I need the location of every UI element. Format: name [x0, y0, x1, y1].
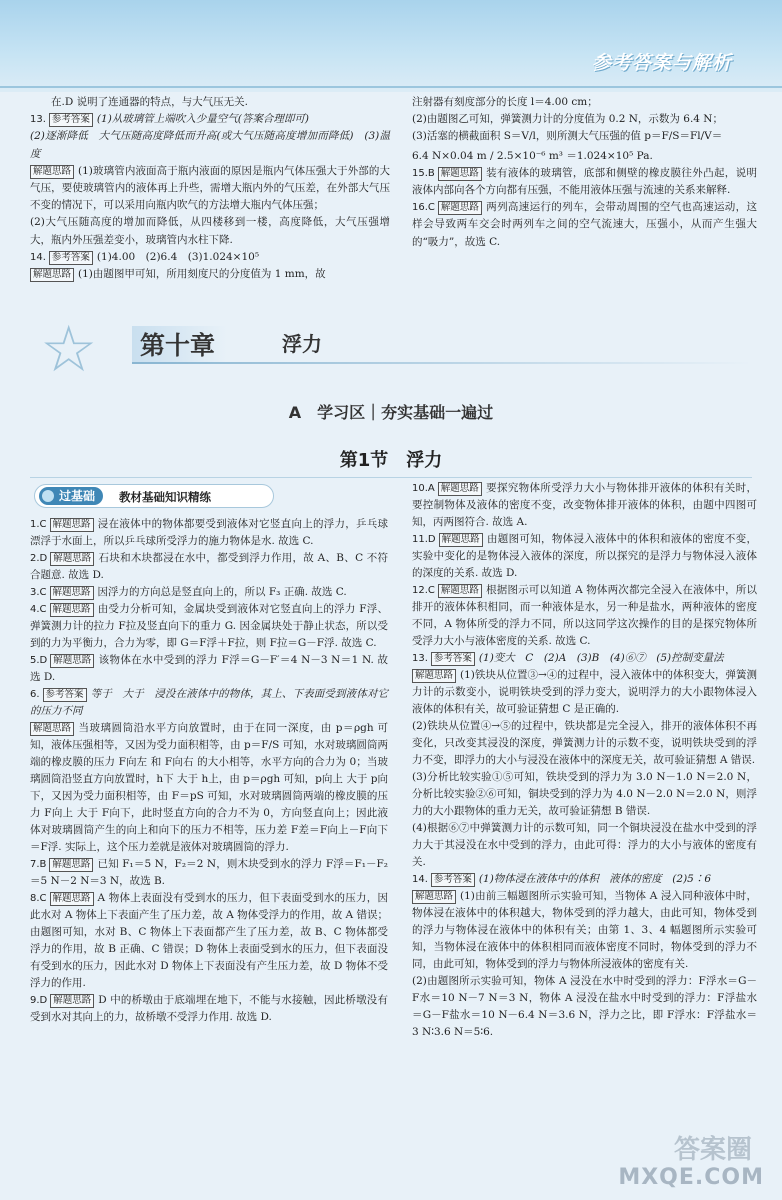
item-text: 因浮力的方向总是竖直向上的，所以 F₃ 正确. 故选 C. [97, 586, 347, 598]
answer-tag: 参考答案 [43, 688, 87, 702]
lower-right-column [412, 480, 757, 1041]
basics-badge [39, 487, 103, 505]
thinking-tag: 解题思路 [50, 994, 94, 1008]
item-number: 14. [412, 874, 428, 885]
item-text: D 中的桥墩由于底端埋在地下，不能与水接触，因此桥墩没有受到水对其向上的力，故桥墩不受浮力作用. 故选 D. [30, 994, 388, 1023]
item-13-part-3: (3)分析比较实验①⑤可知，铁块受到的浮力为 3.0 N－1.0 N＝2.0 N，分析比较实验②⑥可知，铜块受到的浮力为 4.0 N－2.0 N＝2.0 N，则浮力的大小跟物体的重力无关，故可验证猜想 B 错误. [412, 771, 757, 817]
item-9 [30, 992, 388, 1026]
item-number: 3.C [30, 587, 47, 598]
item-text: (1)由前三幅题图所示实验可知，当物体 A 浸入同种液体中时，物体浸在液体中的体积越大，物体受到的浮力越大，由此可知，物体受到的浮力与物体浸在液体中的体积有关；由第 1、3、4 幅题图所示实验可知，当物体浸在液体中的体积相同而液体密度不同时，物体受到的浮力不同，由此可知，物体受到的浮力与物体所浸液体的密度有关. [412, 890, 757, 970]
item-number: 6. [30, 689, 40, 700]
item-number: 12.C [412, 585, 435, 596]
answer-14 [30, 249, 390, 266]
answer-13 [30, 111, 390, 128]
thinking-tag: 解题思路 [50, 586, 94, 600]
item-14-part-1 [412, 888, 757, 973]
item-number: 4.C [30, 604, 47, 615]
watermark-url: MXQE.COM [618, 1165, 764, 1190]
answer-text: (1)4.00 (2)6.4 (3)1.024×10⁵ [96, 250, 260, 263]
formula-result: 6.4 N×0.04 m / 2.5×10⁻⁶ m³ ＝1.024×10⁵ Pa. [412, 149, 653, 162]
item-11 [412, 531, 757, 582]
item-text: 由题图可知，物体浸入液体中的体积和液体的密度不变，实验中变化的是物体浸入液体的深度，所以探究的是浮力与物体浸入液体的深度的关系. 故选 D. [412, 533, 757, 579]
item-7 [30, 856, 388, 890]
item-number: 11.D [412, 534, 436, 545]
thinking-tag: 解题思路 [439, 533, 483, 547]
item-13-part-1 [412, 667, 757, 718]
answer-tag: 参考答案 [431, 873, 475, 887]
section-title: 第1节 浮力 [339, 450, 443, 471]
item-text: (1)铁块从位置③→④的过程中，浸入液体中的体积变大，弹簧测力计的示数变小，说明铁块受到的浮力变大，说明浮力的大小跟物体浸入液体的体积有关，故可验证猜想 C 是正确的. [412, 669, 757, 715]
item-5 [30, 652, 388, 686]
chapter-number: 第十章 [132, 326, 227, 364]
item-13-answer [412, 650, 757, 667]
thinking-tag: 解题思路 [412, 890, 456, 904]
answer-tag: 参考答案 [49, 113, 93, 127]
thinking-tag: 解题思路 [49, 858, 93, 872]
watermark-logo: 答案圈 [673, 1135, 752, 1165]
answer-text: 等于 大于 浸没在液体中的物体，其上、下表面受到液体对它的压力不同 [30, 688, 388, 717]
item-1 [30, 516, 388, 550]
item-number: 5.D [30, 655, 48, 666]
thinking-tag: 解题思路 [50, 603, 94, 617]
item-number: 8.C [30, 893, 47, 904]
item-number: 14. [30, 251, 46, 263]
upper-left-column [30, 94, 390, 283]
item-number: 7.B [30, 859, 47, 870]
item-number: 2.D [30, 553, 48, 564]
thinking-tag: 解题思路 [30, 722, 74, 736]
thinking-tag: 解题思路 [50, 552, 94, 566]
item-6-explanation [30, 720, 388, 856]
formula-line [412, 128, 757, 145]
text-line: 注射器有刻度部分的长度 l＝4.00 cm； [412, 96, 598, 108]
header-banner [0, 0, 782, 92]
explanation-text: (1)玻璃管内液面高于瓶内液面的原因是瓶内气体压强大于外部的大气压，要使玻璃管内的液体再上升些，需增大瓶内外的气压差，在外部大气压不变的情况下，可以采用向瓶内吹气的方法增大瓶内气体压强； [30, 164, 390, 212]
item-text: 该物体在水中受到的浮力 F浮＝G－F′＝4 N－3 N＝1 N. 故选 D. [30, 654, 388, 683]
answer-text: (1)变大 C (2)A (3)B (4)⑥⑦ (5)控制变量法 [478, 652, 724, 664]
header-title: 参考答案与解析 [591, 52, 732, 74]
upper-right-column [412, 94, 757, 251]
item-text: 已知 F₁＝5 N，F₂＝2 N，则木块受到水的浮力 F浮＝F₁－F₂＝5 N－2 N＝3 N，故选 B. [30, 858, 388, 887]
chapter-name: 浮力 [282, 332, 322, 356]
answer-tag: 参考答案 [431, 652, 475, 666]
answer-text: (1)从玻璃管上端吹入少量空气(答案合理即可) [96, 113, 309, 126]
item-14-answer [412, 871, 757, 888]
thinking-tag: 解题思路 [438, 584, 482, 598]
item-8 [30, 890, 388, 992]
answer-text: (1)物体浸在液体中的体积 液体的密度 (2)5∶6 [478, 873, 712, 885]
item-number: 1.C [30, 519, 47, 530]
item-text: 当玻璃圆筒沿水平方向放置时，由于在同一深度，由 p＝ρgh 可知，液体压强相等，又因为受力面积相等，由 p＝F/S 可知，水对玻璃圆筒两端的橡皮膜的压力 F向左 和 F向右 的大小相等，水平方向的合力为 0；当玻璃圆筒沿竖直方向放置时，h下 大于 h上，由 p＝ρgh 可知，p向上 大于 p向下，又因为受力面积相等，由 F＝pS 可知，水对玻璃圆筒两端的橡皮膜的压力 F向上 大于 F向下，此时竖直方向的合力不为 0，方向竖直向上；因此液体对玻璃圆筒产生的向上和向下的压力不相等，压力差 F差＝F向上－F向下＝F浮. 实际上，这个压力差就是液体对玻璃圆筒的浮力. [30, 722, 388, 853]
thinking-tag: 解题思路 [50, 518, 94, 532]
chapter-heading [40, 313, 740, 387]
lower-left-column [30, 516, 388, 1026]
thinking-tag: 解题思路 [50, 654, 94, 668]
text-fragment: (3)活塞的横截面积 [412, 130, 501, 143]
answer-text: (2)逐渐降低 大气压随高度降低而升高(或大气压随高度增加而降低) (3)温度 [30, 130, 390, 160]
explanation-text: 两列高速运行的列车，会带动周围的空气也高速运动，这样会导致两车交会时两列车之间的空气流速大，压强小，从而产生强大的“吸力”，故选 C. [412, 201, 757, 248]
item-13-part-4: (4)根据⑥⑦中弹簧测力计的示数可知，同一个铜块浸没在盐水中受到的浮力大于其浸没在水中受到的浮力，由此可得：浮力的大小与液体的密度有关. [412, 822, 757, 868]
thinking-tag: 解题思路 [412, 669, 456, 683]
item-text: 石块和木块都浸在水中，都受到浮力作用，故 A、B、C 不符合题意. 故选 D. [30, 552, 388, 581]
badge-label: 过基础 [59, 489, 96, 503]
item-number: 13. [412, 653, 428, 664]
text-fragment: ，则所测大气压强的值 [535, 130, 641, 143]
answer-16 [412, 199, 757, 251]
item-number: 9.D [30, 995, 48, 1006]
item-text: A 物体上表面没有受到水的压力，但下表面受到水的压力，因此水对 A 物体上下表面产生了压力差，故 A 物体受浮力的作用，故 A 错误；由题图可知，水对 B、C 物体上下表面都产生了压力差，故 B、C 物体都受浮力的作用，故 B 正确、C 错误；D 物体上表面受到水的压力，但下表面没有受到水的压力，因此水对 D 物体上下表面没有产生压力差，故 D 物体不受浮力的作用. [30, 892, 388, 989]
item-text: 要探究物体所受浮力大小与物体排开液体的体积有关时，要控制物体及液体的密度不变，改变物体排开液体的体积，由题中四图可知，丙两图符合. 故选 A. [412, 482, 757, 528]
item-13-part-2: (2)铁块从位置④→⑤的过程中，铁块都是完全浸入，排开的液体体积不再变化，只改变其浸没的深度，弹簧测力计的示数不变，说明铁块受到的浮力不变，即浮力的大小与浸没在液体中的深度无关，故可验证猜想 A 错误. [412, 720, 757, 766]
thinking-tag: 解题思路 [438, 201, 482, 215]
item-2 [30, 550, 388, 584]
item-6-answer [30, 686, 388, 720]
item-text: 由受力分析可知，金属块受到液体对它竖直向上的浮力 F浮、弹簧测力计的拉力 F拉及竖直向下的重力 G. 因金属块处于静止状态，所以受到的力为平衡力，合力为零，即 G＝F浮＋F拉，则 F拉＝G－F浮. 故选 C. [30, 603, 388, 649]
header-rule [0, 86, 782, 88]
text-line: (2)由题图乙可知，弹簧测力计的分度值为 0.2 N，示数为 6.4 N； [412, 113, 723, 126]
item-number: 16.C [412, 202, 435, 214]
thinking-tag: 解题思路 [30, 165, 74, 179]
explanation-text: 装有液体的玻璃管，底部和侧壁的橡皮膜往外凸起，说明液体内部向各个方向都有压强，不能用液体压强与流速的关系来解释. [412, 166, 757, 197]
item-text: 浸在液体中的物体都要受到液体对它竖直向上的浮力，乒乓球漂浮于水面上，所以乒乓球所受浮力的施力物体是水. 故选 C. [30, 518, 388, 547]
badge-dot-icon [42, 490, 54, 502]
item-4 [30, 601, 388, 652]
thinking-tag: 解题思路 [50, 892, 94, 906]
basics-pill [34, 484, 274, 508]
star-icon: ☆ [40, 313, 98, 387]
item-number: 10.A [412, 483, 435, 494]
answer-15 [412, 165, 757, 199]
thinking-tag: 解题思路 [438, 167, 482, 181]
explanation-text: (2)大气压随高度的增加而降低，从四楼移到一楼，高度降低，大气压强增大，瓶内外压强差变小，玻璃管内水柱下降. [30, 216, 390, 246]
explanation-text: (1)由题图甲可知，所用刻度尺的分度值为 1 mm，故 [78, 268, 326, 281]
formula-s: S＝V/l [503, 130, 536, 143]
item-14-part-2: (2)由题图所示实验可知，物体 A 浸没在水中时受到的浮力：F浮水＝G－F水＝10 N－7 N＝3 N，物体 A 浸没在盐水中时受到的浮力：F浮盐水＝G－F盐水＝10 N－6.4 N＝3.6 N，浮力之比，即 F浮水：F浮盐水＝3 N∶3.6 N＝5∶6. [412, 975, 757, 1038]
section-rule [30, 477, 752, 478]
thinking-tag: 解题思路 [30, 268, 74, 282]
explanation-13 [30, 163, 390, 215]
pill-text: 教材基础知识精练 [119, 490, 211, 504]
text-line: 在.D 说明了连通器的特点，与大气压无关. [51, 96, 248, 108]
item-number: 13. [30, 114, 46, 126]
formula-p: p＝F/S＝Fl/V＝ [644, 130, 723, 143]
item-text: 根据图示可以知道 A 物体两次都完全浸入在液体中，所以排开的液体体积相同，而一种液体是水，另一种是盐水，两种液体的密度不同，A 物体所受的浮力不同，所以这同学这次操作的目的是探究物体所受浮力大小与液体密度的关系. 故选 C. [412, 584, 757, 647]
item-3 [30, 584, 388, 601]
item-number: 15.B [412, 167, 435, 179]
chapter-rule [132, 362, 752, 364]
explanation-14 [30, 266, 390, 283]
answer-tag: 参考答案 [49, 251, 93, 265]
item-12 [412, 582, 757, 650]
thinking-tag: 解题思路 [438, 482, 482, 496]
zone-title: A 学习区｜夯实基础一遍过 [288, 403, 494, 422]
item-10 [412, 480, 757, 531]
